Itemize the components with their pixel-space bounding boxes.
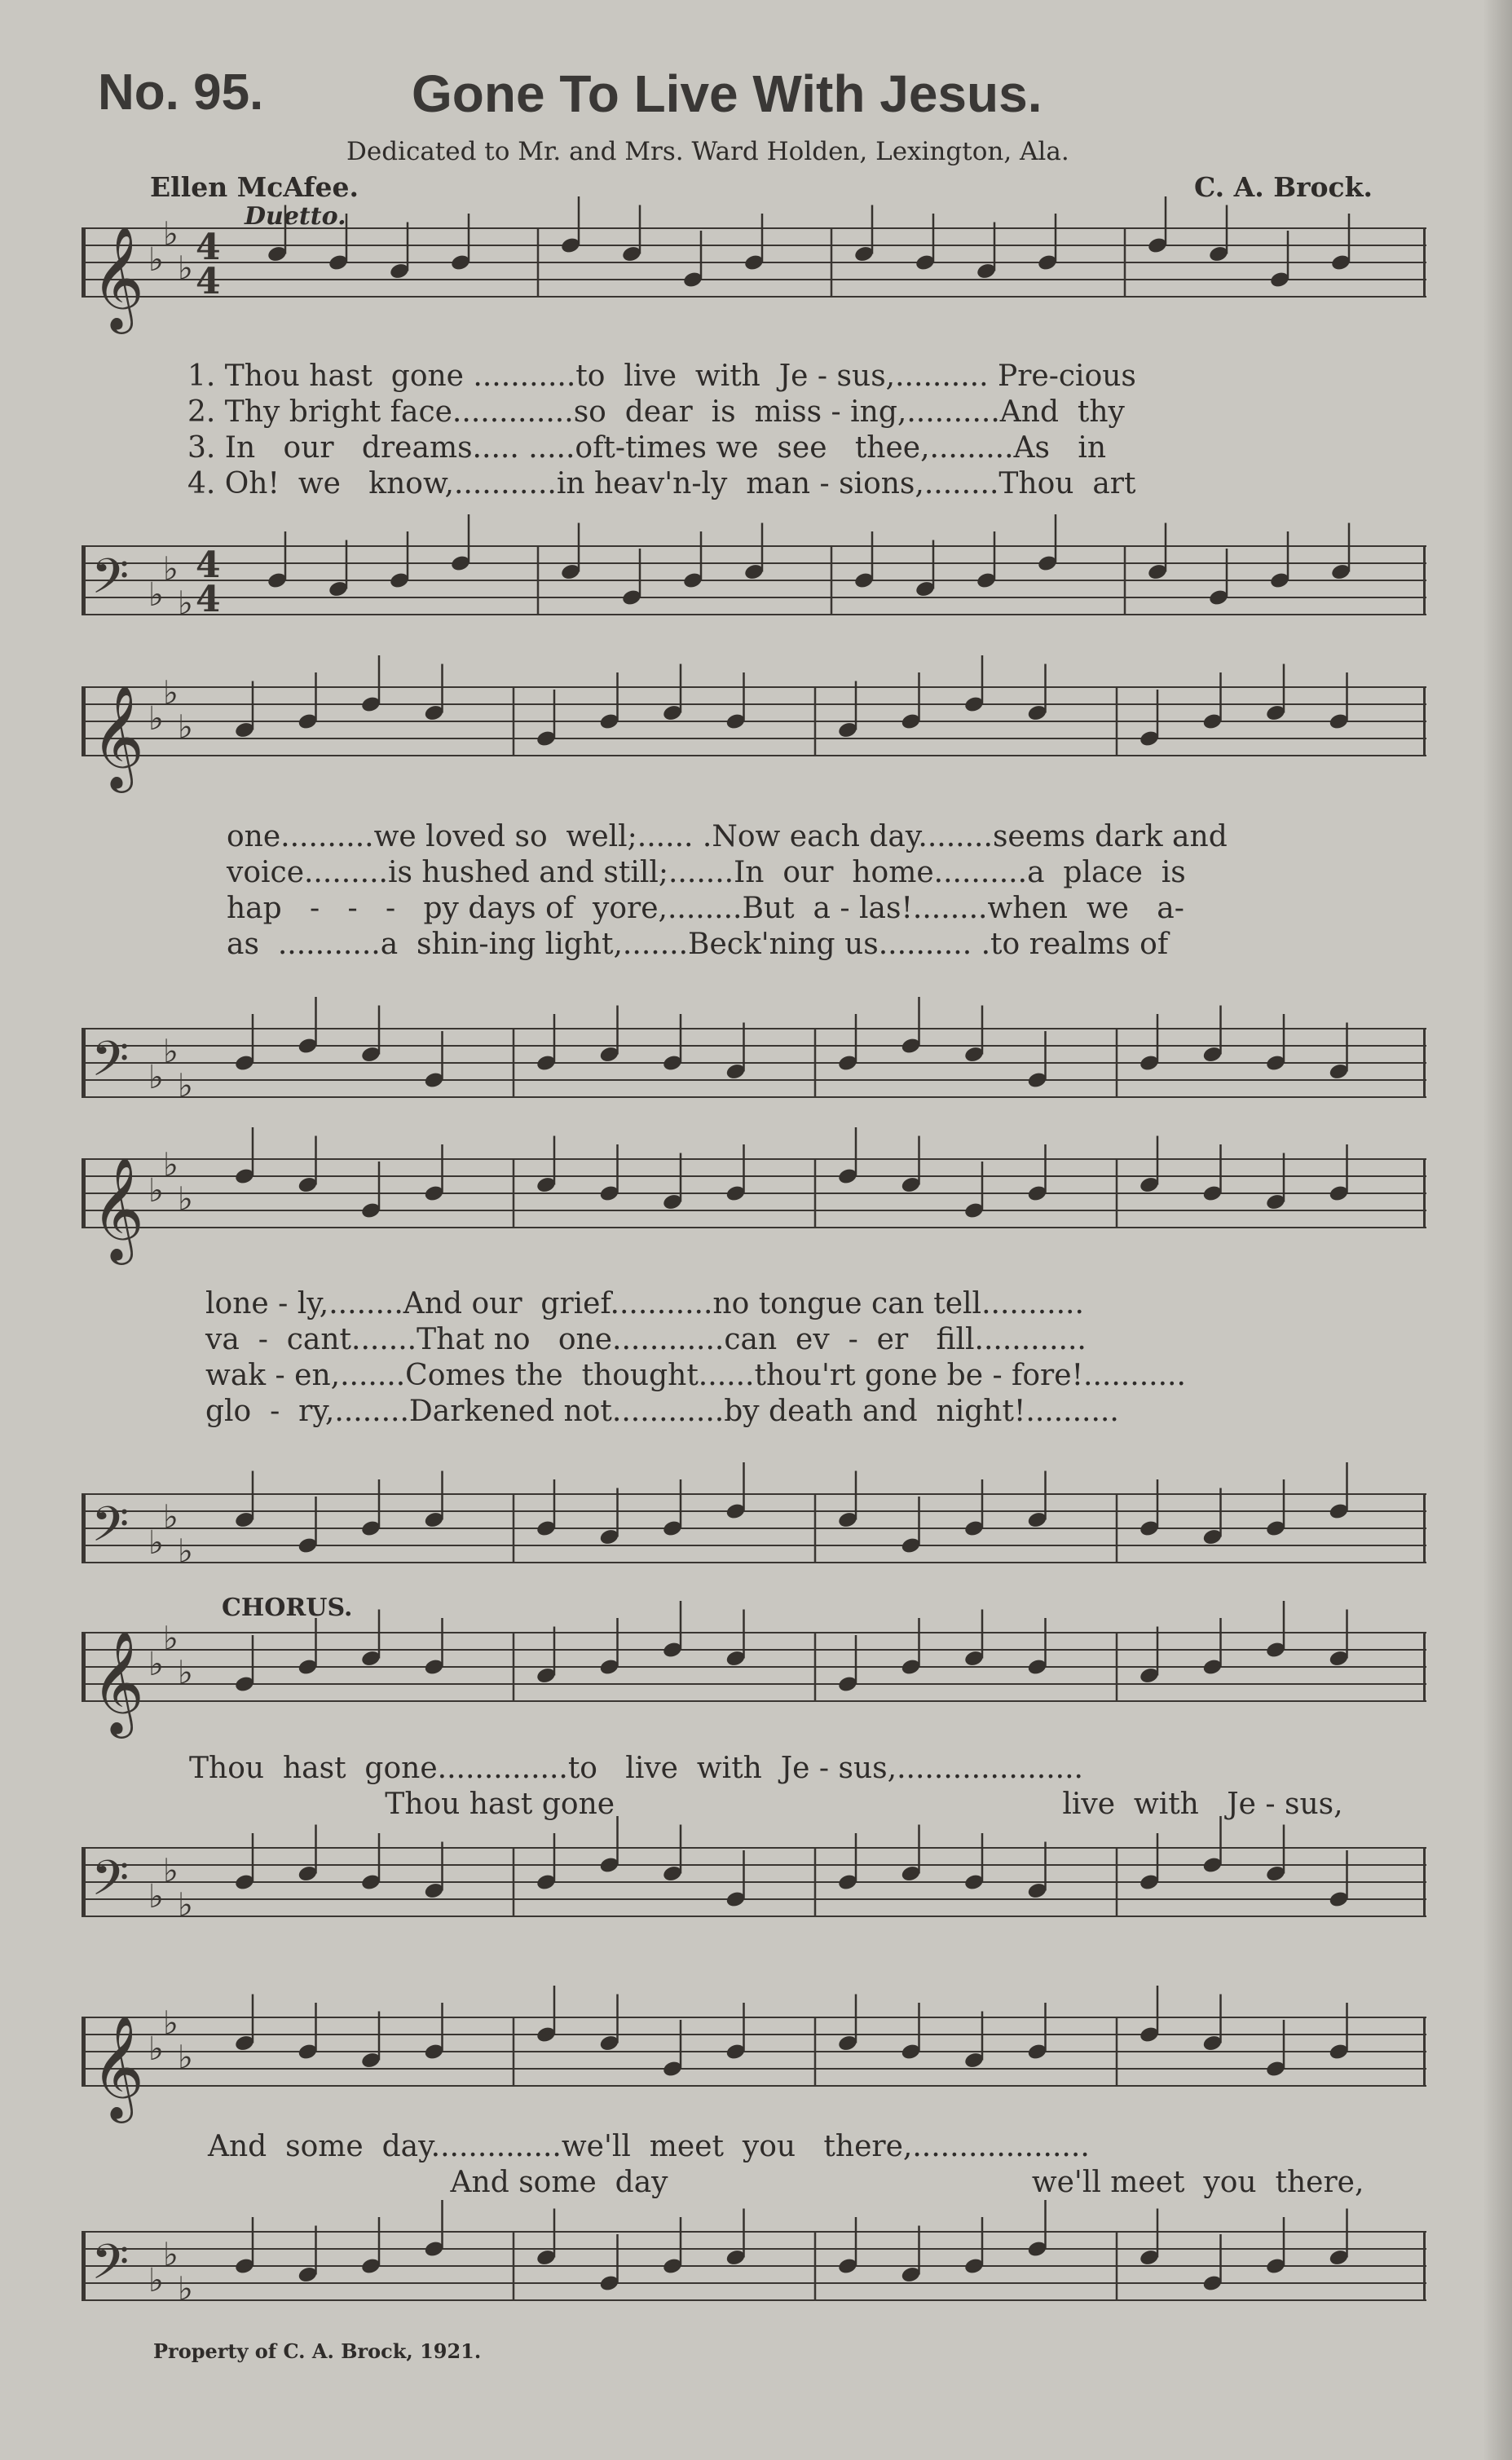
flat-icon: ♭ — [163, 2004, 179, 2043]
flat-icon: ♭ — [178, 708, 193, 747]
flat-icon: ♭ — [163, 550, 179, 589]
treble-staff — [82, 2004, 1426, 2118]
flat-icon: ♭ — [163, 1033, 179, 1071]
flat-icon: ♭ — [148, 1524, 164, 1562]
bass-staff-lines — [82, 546, 1426, 628]
time-signature: 4 — [196, 227, 221, 268]
barline — [1423, 1029, 1426, 1097]
barline — [82, 228, 86, 297]
bass-clef-icon: 𝄢 — [91, 1496, 130, 1564]
barline — [82, 2017, 86, 2086]
flat-icon: ♭ — [178, 1532, 193, 1571]
flat-icon: ♭ — [148, 1646, 164, 1683]
lyric-line: lone - ly,........And our grief...........no tongue can tell........... — [205, 1287, 1084, 1320]
treble-staff — [82, 674, 1426, 788]
flat-icon: ♭ — [148, 241, 164, 279]
barline — [1423, 228, 1426, 297]
treble-staff-lines — [82, 1146, 1426, 1260]
lyric-line: glo - ry,........Darkened not............by death and night!.......... — [205, 1395, 1119, 1428]
bass-staff — [82, 1494, 1426, 1571]
flat-icon: ♭ — [148, 1172, 164, 1210]
barline — [82, 1633, 86, 1701]
flat-icon: ♭ — [163, 1620, 179, 1658]
flat-icon: ♭ — [163, 1852, 179, 1890]
lyric-line: 2. Thy bright face.............so dear is miss - ing,..........And thy — [187, 395, 1125, 429]
lyric-line: voice.........is hushed and still;.......In our home..........a place is — [227, 856, 1186, 889]
bass-staff-lines — [82, 2232, 1426, 2313]
barline — [1423, 2017, 1426, 2086]
barline — [1423, 1848, 1426, 1916]
bass-staff-lines — [82, 1848, 1426, 1929]
lyric-line: 4. Oh! we know,...........in heav'n-ly man - sions,........Thou art — [187, 467, 1136, 500]
time-signature: 4 — [196, 579, 221, 620]
flat-icon: ♭ — [178, 1654, 193, 1692]
flat-icon: ♭ — [178, 1180, 193, 1219]
barline — [82, 1029, 86, 1097]
lyric-line: wak - en,.......Comes the thought......thou'rt gone be - fore!........... — [205, 1359, 1186, 1392]
barline — [82, 2232, 86, 2300]
flat-icon: ♭ — [178, 249, 193, 288]
barline — [1423, 1633, 1426, 1701]
flat-icon: ♭ — [178, 1886, 193, 1924]
composer: C. A. Brock. — [1194, 171, 1373, 203]
treble-clef-icon: 𝄞 — [91, 684, 145, 788]
treble-clef-icon: 𝄞 — [91, 2014, 145, 2118]
flat-icon: ♭ — [163, 2236, 179, 2274]
barline — [1423, 546, 1426, 615]
hymn-number: No. 95. — [98, 64, 264, 121]
lyric-line: 3. In our dreams..... .....oft-times we see thee,.........As in — [187, 431, 1107, 465]
chorus-label: CHORUS. — [222, 1594, 353, 1622]
lyric-line: And some day we'll meet you there, — [208, 2166, 1364, 2199]
bass-clef-icon: 𝄢 — [91, 2233, 130, 2302]
hymn-title: Gone To Live With Jesus. — [412, 64, 1043, 123]
lyric-line: one..........we loved so well;...... .Now each day........seems dark and — [227, 820, 1228, 853]
barline — [1423, 1159, 1426, 1228]
copyright-footer: Property of C. A. Brock, 1921. — [153, 2339, 482, 2363]
barline — [82, 546, 86, 615]
time-signature: 4 — [196, 261, 221, 302]
barline — [82, 1494, 86, 1563]
barline — [82, 687, 86, 756]
bass-clef-icon: 𝄢 — [91, 1849, 130, 1918]
treble-staff-lines — [82, 2004, 1426, 2118]
bass-clef-icon: 𝄢 — [91, 1030, 130, 1099]
treble-staff-lines — [82, 1620, 1426, 1734]
lyricist: Ellen McAfee. — [150, 171, 359, 203]
flat-icon: ♭ — [148, 700, 164, 738]
treble-clef-icon: 𝄞 — [91, 1629, 145, 1734]
lyric-line: Thou hast gone..............to live with Je - sus,.................... — [189, 1752, 1083, 1785]
flat-icon: ♭ — [178, 1067, 193, 1105]
barline — [82, 1848, 86, 1916]
duet-label: Duetto. — [245, 202, 346, 231]
lyric-line: hap - - - py days of yore,........But a - las!........when we a- — [227, 892, 1184, 925]
flat-icon: ♭ — [163, 1146, 179, 1184]
flat-icon: ♭ — [178, 584, 193, 623]
lyric-line: And some day..............we'll meet you there,................... — [208, 2130, 1090, 2163]
flat-icon: ♭ — [178, 2270, 193, 2308]
bass-clef-icon: 𝄢 — [91, 548, 130, 616]
flat-icon: ♭ — [163, 1498, 179, 1536]
bass-staff — [82, 2232, 1426, 2308]
lyric-line: Thou hast gone live with Je - sus, — [189, 1788, 1343, 1821]
bass-staff-lines — [82, 1494, 1426, 1576]
flat-icon: ♭ — [148, 576, 164, 614]
treble-staff-lines — [82, 674, 1426, 788]
dedication: Dedicated to Mr. and Mrs. Ward Holden, Lexington, Ala. — [346, 137, 1069, 166]
lyric-line: as ...........a shin-ing light,.......Beck'ning us.......... .to realms of — [227, 928, 1169, 961]
bass-staff-lines — [82, 1029, 1426, 1110]
flat-icon: ♭ — [148, 2262, 164, 2299]
lyric-line: 1. Thou hast gone ...........to live with Je - sus,.......... Pre-cious — [187, 359, 1136, 393]
flat-icon: ♭ — [163, 674, 179, 712]
bass-staff — [82, 544, 1426, 623]
treble-clef-icon: 𝄞 — [91, 225, 145, 329]
flat-icon: ♭ — [178, 2039, 193, 2077]
barline — [1423, 1494, 1426, 1563]
barline — [82, 1159, 86, 1228]
flat-icon: ♭ — [163, 215, 179, 253]
flat-icon: ♭ — [148, 1878, 164, 1916]
barline — [1423, 687, 1426, 756]
flat-icon: ♭ — [148, 1059, 164, 1096]
bass-staff — [82, 1848, 1426, 1924]
treble-staff — [82, 1146, 1426, 1260]
time-signature: 4 — [196, 544, 221, 586]
treble-clef-icon: 𝄞 — [91, 1156, 145, 1260]
flat-icon: ♭ — [148, 2030, 164, 2068]
lyric-line: va - cant.......That no one............can ev - er fill............ — [205, 1323, 1087, 1356]
barline — [1423, 2232, 1426, 2300]
